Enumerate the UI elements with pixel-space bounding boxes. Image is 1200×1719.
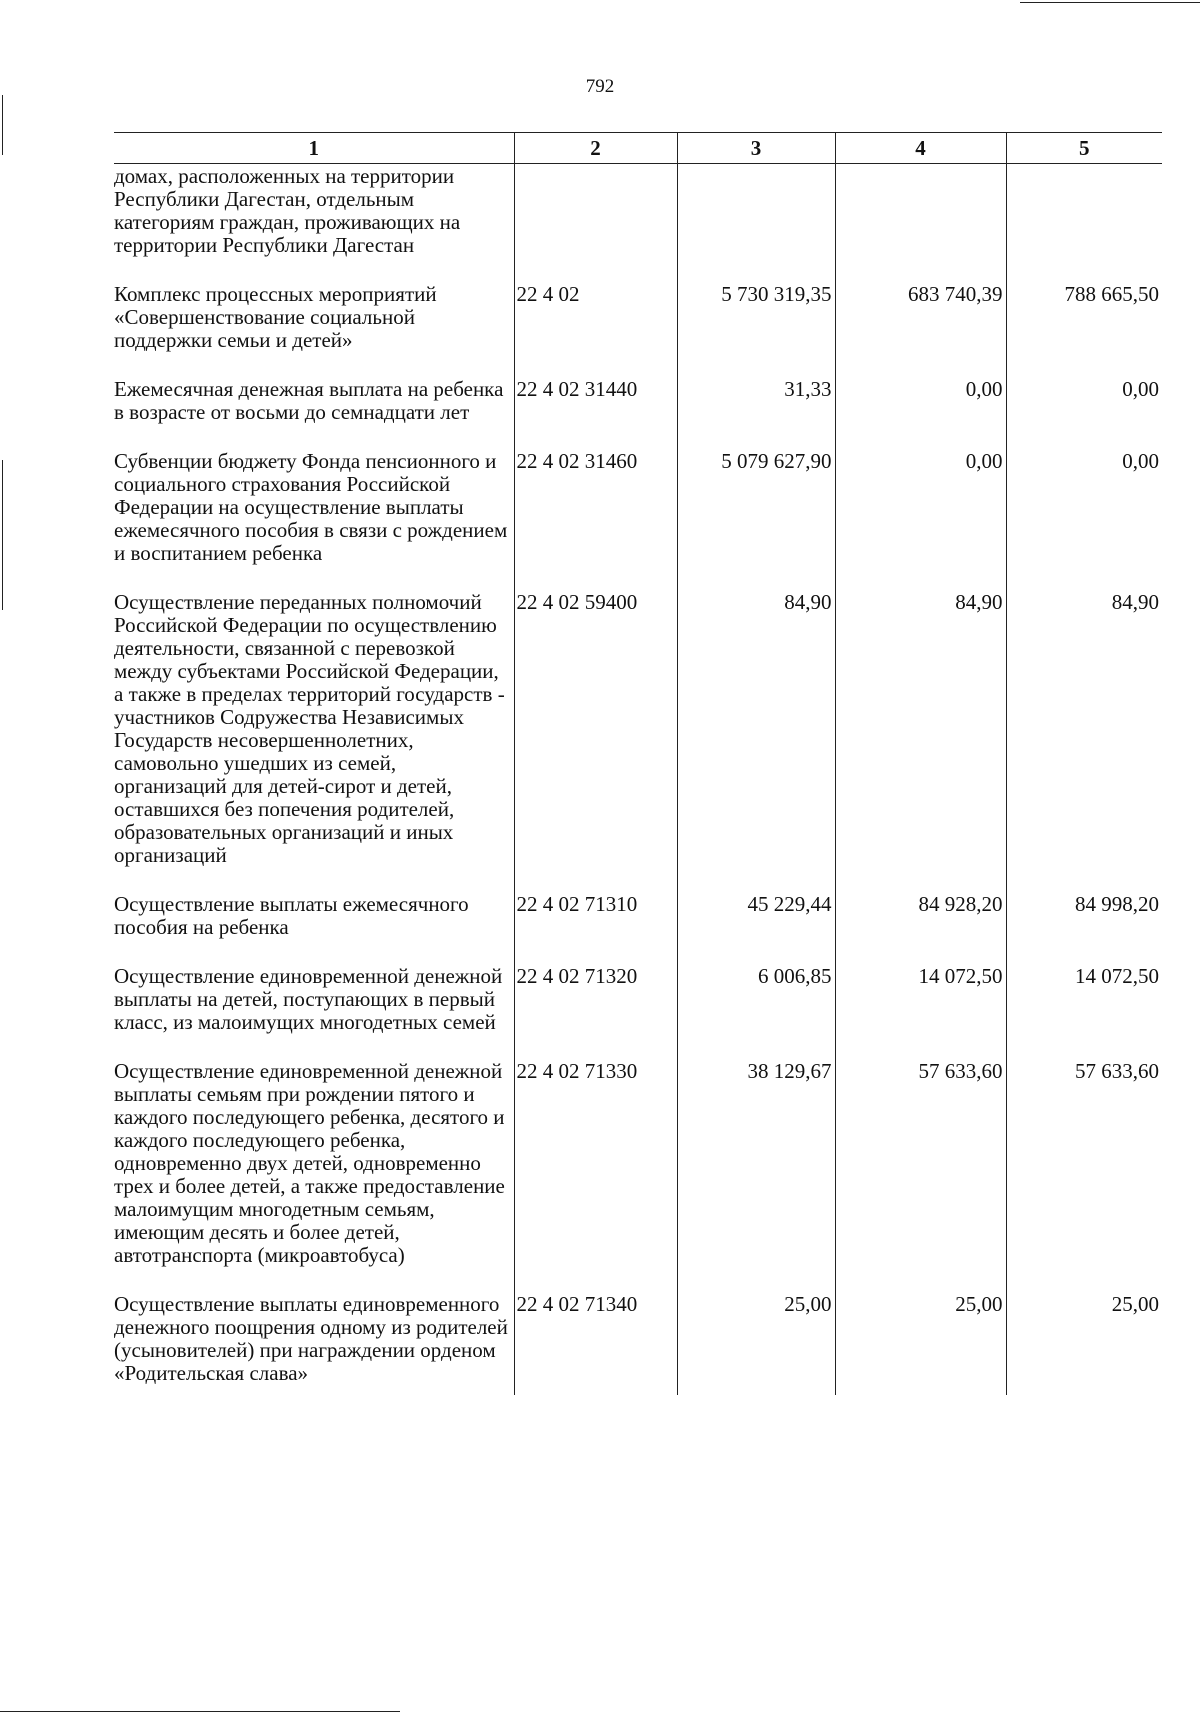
row-value-year1: 5 730 319,35 [677,283,835,378]
row-value-year2 [835,164,1006,284]
row-code: 22 4 02 31440 [514,378,677,450]
row-value-year1: 6 006,85 [677,965,835,1060]
row-value-year3: 25,00 [1006,1293,1162,1395]
page-number: 792 [585,76,615,97]
row-value-year2: 0,00 [835,378,1006,450]
row-code: 22 4 02 71340 [514,1293,677,1395]
table-row [114,164,1162,284]
row-code: 22 4 02 71310 [514,893,677,965]
row-value-year1: 5 079 627,90 [677,450,835,591]
column-header: 4 [835,133,1006,164]
row-value-year2: 14 072,50 [835,965,1006,1060]
row-name: Субвенции бюджету Фонда пенсионного и социального страхования Российской Федерации на осуществление выплаты ежемесячного пособия в связи с рождением и воспитанием ребенка [114,449,508,565]
table-row [114,378,1162,450]
row-value-year3: 788 665,50 [1006,283,1162,378]
column-header: 1 [114,133,514,164]
table-row [114,893,1162,965]
row-code: 22 4 02 71330 [514,1060,677,1293]
row-value-year1: 38 129,67 [677,1060,835,1293]
row-name: Осуществление единовременной денежной выплаты семьям при рождении пятого и каждого последующего ребенка, десятого и каждого последующего ребенка, одновременно двух детей, одновременно трех и более детей, а также предоставление малоимущим многодетным семьям, имеющим десять и более детей, автотранспорта (микроавтобуса) [114,1059,505,1267]
row-value-year1: 25,00 [677,1293,835,1395]
row-value-year2: 57 633,60 [835,1060,1006,1293]
row-code: 22 4 02 59400 [514,591,677,893]
row-value-year3: 84 998,20 [1006,893,1162,965]
row-value-year3: 0,00 [1006,450,1162,591]
row-value-year2: 0,00 [835,450,1006,591]
table-row [114,965,1162,1060]
row-value-year3: 0,00 [1006,378,1162,450]
row-value-year1 [677,164,835,284]
table-row [114,450,1162,591]
row-code: 22 4 02 71320 [514,965,677,1060]
row-value-year3 [1006,164,1162,284]
row-name: Осуществление выплаты ежемесячного пособия на ребенка [114,892,469,939]
column-header: 3 [677,133,835,164]
row-code: 22 4 02 31460 [514,450,677,591]
row-name: Осуществление выплаты единовременного денежного поощрения одному из родителей (усыновителей) при награждении орденом «Родительская слава» [114,1292,508,1385]
bottom-margin-rule [0,1711,400,1712]
row-name: Осуществление переданных полномочий Российской Федерации по осуществлению деятельности, связанной с перевозкой между субъектами Российской Федерации, а также в пределах территорий государств - участников Содружества Независимых Государств несовершеннолетних, самовольно ушедших из семей, организаций для детей-сирот и детей, оставшихся без попечения родителей, образовательных организаций и иных организаций [114,590,505,867]
row-value-year2: 25,00 [835,1293,1006,1395]
row-value-year3: 57 633,60 [1006,1060,1162,1293]
row-name: Осуществление единовременной денежной выплаты на детей, поступающих в первый класс, из малоимущих многодетных семей [114,964,503,1034]
left-margin-mark [2,95,3,155]
row-value-year3: 84,90 [1006,591,1162,893]
row-value-year3: 14 072,50 [1006,965,1162,1060]
column-header: 5 [1006,133,1162,164]
row-value-year1: 84,90 [677,591,835,893]
row-value-year2: 683 740,39 [835,283,1006,378]
row-value-year2: 84,90 [835,591,1006,893]
row-value-year1: 31,33 [677,378,835,450]
row-code [514,164,677,284]
column-header: 2 [514,133,677,164]
row-value-year1: 45 229,44 [677,893,835,965]
top-margin-rule [1020,2,1200,3]
budget-table [114,132,1162,1395]
row-name: домах, расположенных на территории Республики Дагестан, отдельным категориям граждан, проживающих на территории Республики Дагестан [114,164,461,257]
table-row [114,1060,1162,1293]
row-value-year2: 84 928,20 [835,893,1006,965]
table-row [114,1293,1162,1395]
table-row [114,591,1162,893]
table-row [114,283,1162,378]
row-name: Комплекс процессных мероприятий «Совершенствование социальной поддержки семьи и детей» [114,282,437,352]
row-code: 22 4 02 [514,283,677,378]
table-header-row [114,133,1162,164]
row-name: Ежемесячная денежная выплата на ребенка в возрасте от восьми до семнадцати лет [114,377,504,424]
left-margin-mark [2,460,3,610]
